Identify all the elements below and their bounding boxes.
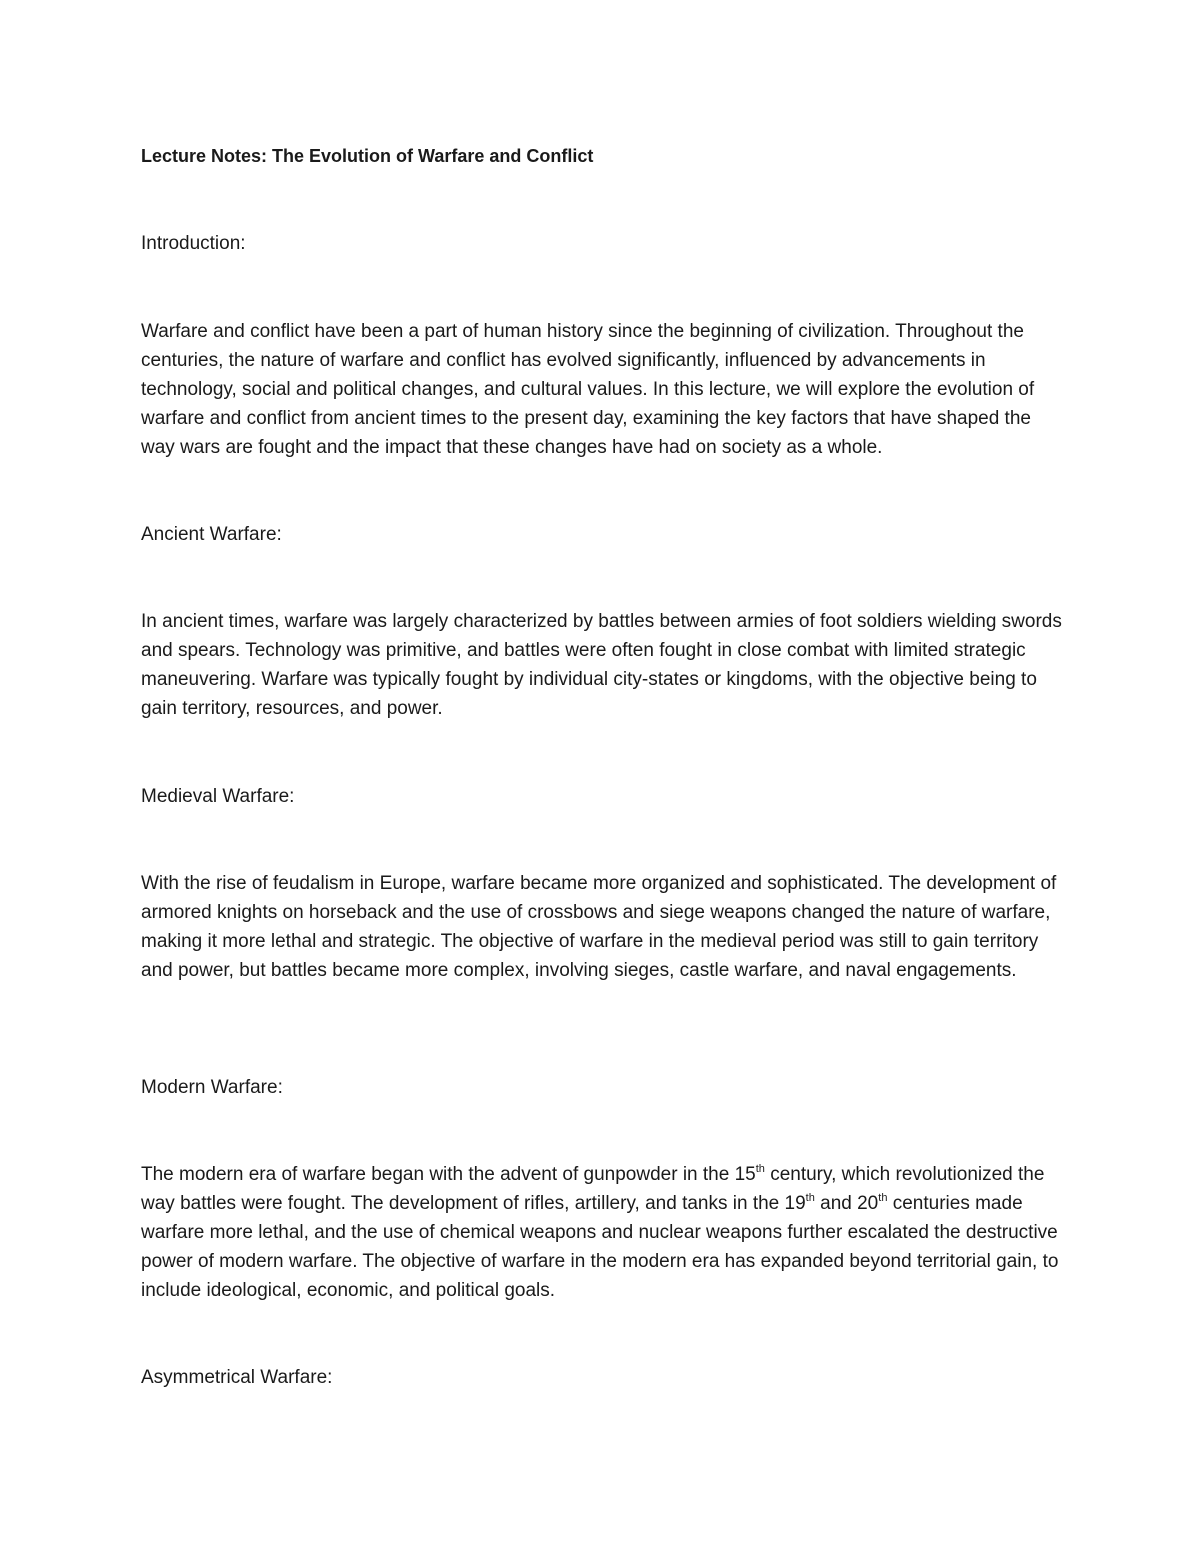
ancient-warfare-heading: Ancient Warfare: (141, 524, 282, 545)
medieval-warfare-heading: Medieval Warfare: (141, 786, 295, 807)
modern-text-part-2: century, which revolutionized the way battles were fought. The development of rifles, artillery, and tanks in the 19 (141, 1164, 1045, 1214)
asymmetrical-warfare-heading: Asymmetrical Warfare: (141, 1367, 333, 1388)
introduction-paragraph: Warfare and conflict have been a part of human history since the beginning of civilization. Throughout the centuries, the nature of warfare and conflict has evolved significantly, influenced by advancements in technology, social and political changes, and cultural values. In this lecture, we will explore the evolution of warfare and conflict from ancient times to the present day, examining the key factors that have shaped the way wars are fought and the impact that these changes have had on society as a whole. (141, 321, 1035, 458)
medieval-warfare-paragraph: With the rise of feudalism in Europe, warfare became more organized and sophisticated. The development of armored knights on horseback and the use of crossbows and siege weapons changed the nature of warfare, making it more lethal and strategic. The objective of warfare in the medieval period was still to gain territory and power, but battles became more complex, involving sieges, castle warfare, and naval engagements. (141, 873, 1057, 981)
modern-text-part-3: and 20 (814, 1193, 879, 1214)
modern-warfare-heading: Modern Warfare: (141, 1077, 283, 1098)
introduction-heading: Introduction: (141, 233, 246, 254)
superscript-th-3: th (878, 1191, 888, 1204)
superscript-th-1: th (755, 1162, 765, 1175)
document-title: Lecture Notes: The Evolution of Warfare and Conflict (141, 146, 594, 166)
modern-text-part-1: The modern era of warfare began with the advent of gunpowder in the 15 (141, 1164, 756, 1185)
modern-warfare-paragraph (141, 1160, 1066, 1305)
ancient-warfare-paragraph: In ancient times, warfare was largely characterized by battles between armies of foot soldiers wielding swords and spears. Technology was primitive, and battles were often fought in close combat with limited strategic maneuvering. Warfare was typically fought by individual city-states or kingdoms, with the objective being to gain territory, resources, and power. (141, 611, 1062, 719)
modern-text-part-4: centuries made warfare more lethal, and the use of chemical weapons and nuclear weapons further escalated the destructive power of modern warfare. The objective of warfare in the modern era has expanded beyond territorial gain, to include ideological, economic, and political goals. (141, 1193, 1059, 1301)
superscript-th-2: th (805, 1191, 815, 1204)
